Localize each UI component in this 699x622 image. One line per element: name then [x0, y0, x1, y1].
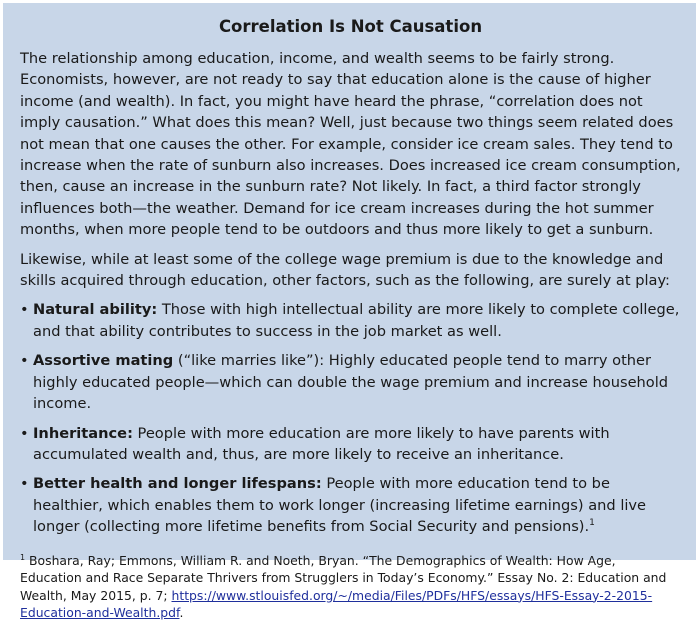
- bullet-icon: •: [20, 475, 29, 493]
- bullet-text: Those with high intellectual ability are more likely to complete college, and that ability contributes to success in the job market as well.: [33, 301, 680, 340]
- bullet-term: Natural ability:: [33, 301, 158, 319]
- bullet-icon: •: [20, 352, 29, 370]
- list-item-assortive-mating: [20, 350, 681, 414]
- intro-paragraph: The relationship among education, income, and wealth seems to be fairly strong. Economists, however, are not ready to say that education alone is the cause of higher income (and wealth). In fact, you might have heard the phrase, “correlation does not imply causation.” What does this mean? Well, just because two things seem related does not mean that one causes the other. For example, consider ice cream sales. They tend to increase when the rate of sunburn also increases. Does increased ice cream consumption, then, cause an increase in the sunburn rate? Not likely. In fact, a third factor strongly influences both—the weather. Demand for ice cream increases during the hot summer months, when more people tend to be outdoors and thus more likely to get a sunburn.: [20, 50, 681, 239]
- footnote: [20, 552, 681, 622]
- callout-title: Correlation Is Not Causation: [218, 17, 483, 36]
- footnote-end: .: [179, 605, 184, 621]
- bullet-term: Assortive mating: [33, 352, 174, 370]
- footnote-reference[interactable]: 1: [589, 518, 595, 529]
- list-item-health-lifespans: [20, 473, 681, 537]
- footnote-marker: 1: [20, 552, 26, 562]
- bullet-icon: •: [20, 424, 29, 442]
- factor-list: [20, 299, 681, 537]
- bullet-text: (“like marries like”): Highly educated people tend to marry other highly educated people—which can double the wage premium and increase household income.: [33, 352, 669, 413]
- bullet-text: People with more education are more likely to have parents with accumulated wealth and, thus, are more likely to receive an inheritance.: [33, 424, 610, 463]
- bullet-icon: •: [20, 301, 29, 319]
- list-item-inheritance: [20, 423, 681, 466]
- callout-box: [3, 3, 696, 621]
- list-item-natural-ability: [20, 299, 681, 342]
- footnote-citation: Boshara, Ray; Emmons, William R. and Noeth, Bryan. “The Demographics of Wealth: How Age, Education and Race Separate Thrivers from Strugglers in Today’s Economy.” Essay No. 2: Education and Wealth, May 2015, p. 7;: [20, 552, 667, 603]
- bullet-text: People with more education tend to be healthier, which enables them to work longer (increasing lifetime earnings) and live longer (collecting more lifetime benefits from Social Security and pensions).: [33, 475, 647, 536]
- likewise-paragraph: Likewise, while at least some of the college wage premium is due to the knowledge and skills acquired through education, other factors, such as the following, are surely at play:: [20, 250, 670, 290]
- bullet-term: Inheritance:: [33, 424, 133, 442]
- bullet-term: Better health and longer lifespans:: [33, 475, 322, 493]
- footnote-link[interactable]: https://www.stlouisfed.org/~/media/Files/PDFs/HFS/essays/HFS-Essay-2-2015-Education-and-Wealth.pdf: [20, 587, 653, 621]
